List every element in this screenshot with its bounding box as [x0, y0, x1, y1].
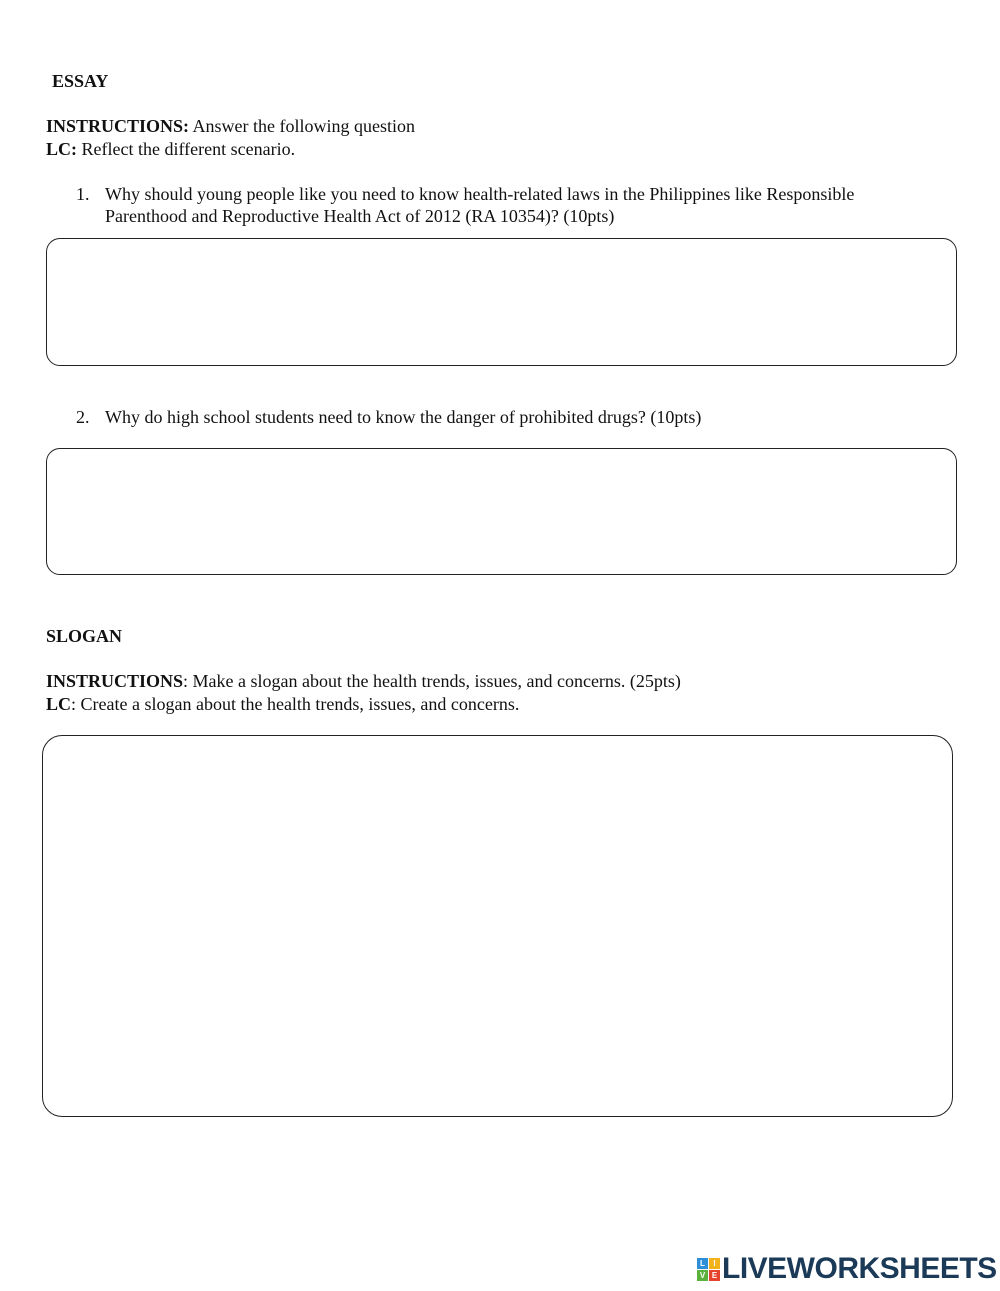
answer-box-2[interactable]: [46, 448, 957, 575]
logo-letter-l: L: [697, 1258, 708, 1269]
essay-learning-competency: [46, 138, 295, 160]
slogan-instructions-text: : Make a slogan about the health trends, issues, and concerns. (25pts): [183, 671, 681, 691]
liveworksheets-logo: [697, 1252, 997, 1286]
essay-lc-text: Reflect the different scenario.: [77, 139, 296, 159]
logo-letter-i: I: [709, 1258, 720, 1269]
question-1-number: 1.: [76, 184, 90, 204]
slogan-answer-box[interactable]: [42, 735, 953, 1117]
slogan-instructions-label: INSTRUCTIONS: [46, 671, 184, 691]
logo-letter-grid-icon: [697, 1258, 720, 1281]
essay-instructions: [46, 115, 415, 137]
slogan-learning-competency: [46, 693, 519, 715]
answer-box-1[interactable]: [46, 238, 957, 366]
essay-heading: ESSAY: [52, 71, 109, 91]
essay-lc-label: LC:: [46, 139, 77, 159]
essay-instructions-text: Answer the following question: [189, 116, 416, 136]
question-2-line-1: Why do high school students need to know the danger of prohibited drugs? (10pts): [105, 407, 702, 427]
slogan-heading: SLOGAN: [46, 626, 123, 646]
question-2-number: 2.: [76, 407, 90, 427]
logo-letter-e: E: [709, 1270, 720, 1281]
question-1-line-2: Parenthood and Reproductive Health Act of 2012 (RA 10354)? (10pts): [105, 206, 615, 226]
essay-instructions-label: INSTRUCTIONS:: [46, 116, 190, 136]
logo-letter-v: V: [697, 1270, 708, 1281]
question-1-line-1: Why should young people like you need to know health-related laws in the Philippines like Responsible: [105, 184, 855, 204]
slogan-lc-label: LC: [46, 694, 72, 714]
slogan-instructions: [46, 670, 681, 692]
logo-text: LIVEWORKSHEETS: [722, 1252, 997, 1285]
slogan-lc-text: : Create a slogan about the health trends, issues, and concerns.: [71, 694, 520, 714]
